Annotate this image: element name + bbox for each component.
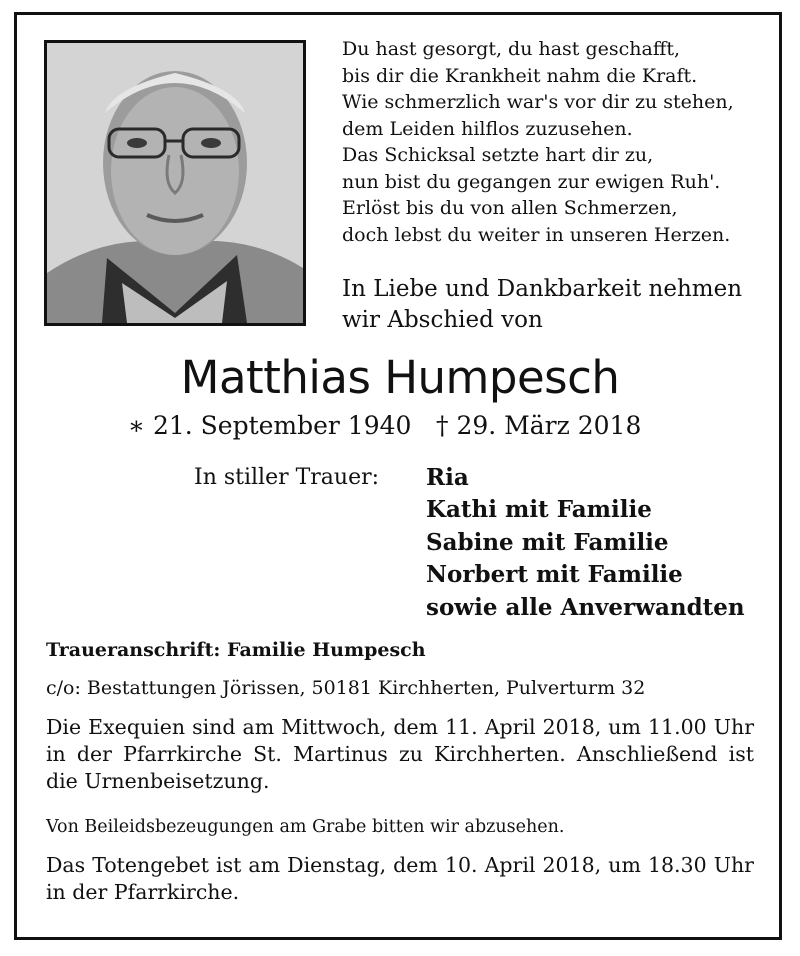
poem-line: bis dir die Krankheit nahm die Kraft. [342, 64, 698, 87]
mourner-name: Sabine mit Familie [426, 528, 669, 556]
deceased-name: Matthias Humpesch [180, 351, 620, 404]
farewell-text [342, 274, 772, 336]
poem-line: doch lebst du weiter in unseren Herzen. [342, 223, 731, 246]
portrait-photo [44, 40, 306, 326]
poem-line: Erlöst bis du von allen Schmerzen, [342, 197, 678, 219]
poem-line: Wie schmerzlich war's vor dir zu stehen, [342, 91, 734, 113]
mourner-name: Ria [426, 464, 469, 491]
mourner-name: sowie alle Anverwandten [426, 593, 745, 621]
farewell-line: wir Abschied von [342, 307, 543, 333]
poem-line: Du hast gesorgt, du hast geschafft, [342, 38, 681, 60]
address-line: c/o: Bestattungen Jörissen, 50181 Kirchherten, Pulverturm 32 [46, 677, 646, 699]
mourner-name: Kathi mit Familie [426, 496, 652, 524]
farewell-line: In Liebe und Dankbarkeit nehmen [342, 276, 743, 302]
mourning-label: In stiller Trauer: [194, 465, 380, 490]
mourner-name: Norbert mit Familie [426, 561, 683, 589]
poem-line: Das Schicksal setzte hart dir zu, [342, 144, 654, 166]
exequien-text: Die Exequien sind am Mittwoch, dem 11. April 2018, um 11.00 Uhr in der Pfarrkirche St. Martinus zu Kirchherten. Anschließend ist die Urnenbeisetzung. [46, 715, 754, 793]
mourners-list [426, 462, 745, 624]
condolence-note: Von Beileidsbezeugungen am Grabe bitten wir abzusehen. [46, 817, 565, 837]
address-heading: Traueranschrift: Familie Humpesch [46, 639, 426, 661]
death-date: † 29. März 2018 [436, 411, 642, 440]
totengebet-text: Das Totengebet ist am Dienstag, dem 10. April 2018, um 18.30 Uhr in der Pfarrkirche. [46, 853, 754, 904]
poem-line: nun bist du gegangen zur ewigen Ruh'. [342, 170, 721, 193]
poem [342, 36, 762, 248]
birth-date: ∗ 21. September 1940 [128, 411, 412, 440]
poem-line: dem Leiden hilflos zuzusehen. [342, 117, 633, 140]
